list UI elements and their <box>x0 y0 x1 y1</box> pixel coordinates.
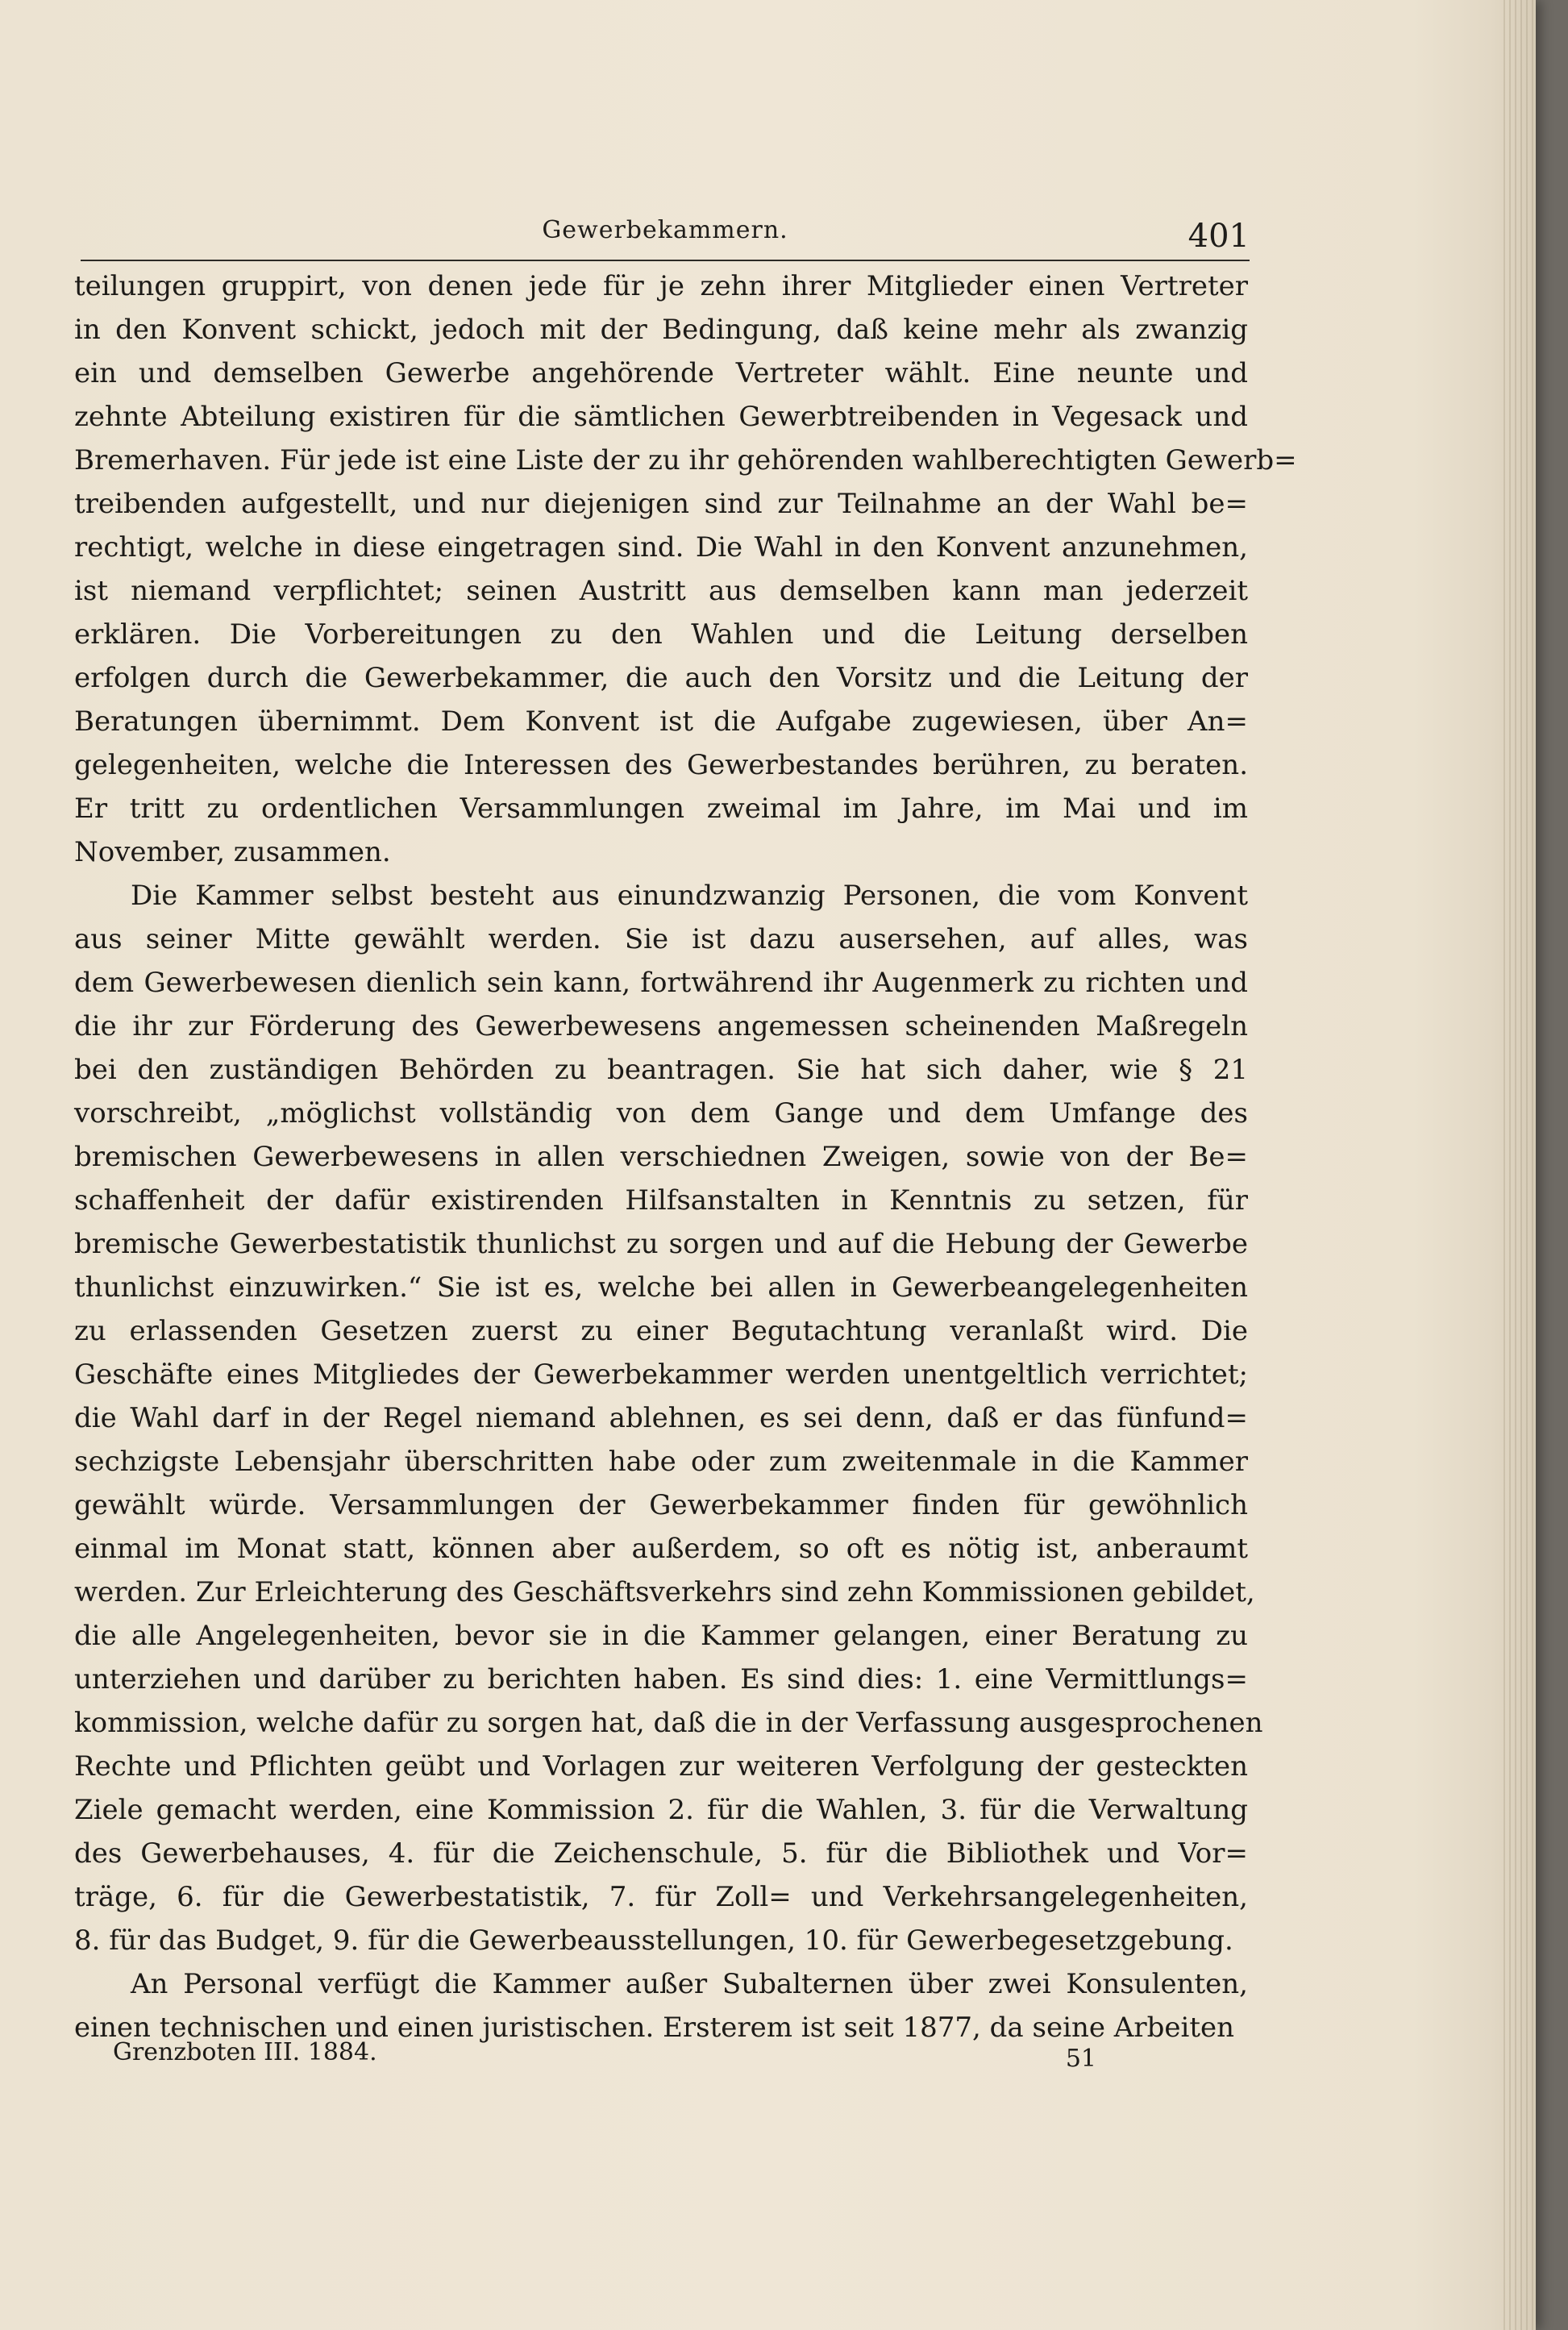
text-line: die alle Angelegenheiten, bevor sie in die Kammer gelangen, einer Beratung zu <box>74 1620 1248 1652</box>
text-line: träge, 6. für die Gewerbestatistik, 7. für Zoll= und Verkehrsangelegenheiten, <box>74 1881 1248 1913</box>
text-line: gewählt würde. Versammlungen der Gewerbekammer finden für gewöhnlich <box>74 1489 1248 1521</box>
text-line: Ziele gemacht werden, eine Kommission 2. für die Wahlen, 3. für die Verwaltung <box>74 1794 1248 1826</box>
text-line: sechzigste Lebensjahr überschritten habe oder zum zweitenmale in die Kammer <box>74 1446 1248 1478</box>
text-line: aus seiner Mitte gewählt werden. Sie ist dazu ausersehen, auf alles, was <box>74 923 1248 955</box>
text-line: Beratungen übernimmt. Dem Konvent ist die Aufgabe zugewiesen, über An= <box>74 705 1248 738</box>
text-line: ein und demselben Gewerbe angehörende Vertreter wählt. Eine neunte und <box>74 357 1248 389</box>
text-line: zehnte Abteilung existiren für die sämtlichen Gewerbtreibenden in Vegesack und <box>74 401 1248 433</box>
page-footer <box>81 2038 1096 2078</box>
text-line: Rechte und Pflichten geübt und Vorlagen zur weiteren Verfolgung der gesteckten <box>74 1750 1248 1783</box>
text-line: Geschäfte eines Mitgliedes der Gewerbekammer werden unentgeltlich verrichtet; <box>74 1358 1248 1391</box>
text-line: Die Kammer selbst besteht aus einundzwanzig Personen, die vom Konvent <box>131 880 1248 912</box>
text-line: treibenden aufgestellt, und nur diejenigen sind zur Teilnahme an der Wahl be= <box>74 488 1248 520</box>
text-line: des Gewerbehauses, 4. für die Zeichenschule, 5. für die Bibliothek und Vor= <box>74 1837 1248 1870</box>
text-line: Er tritt zu ordentlichen Versammlungen zweimal im Jahre, im Mai und im <box>74 793 1248 825</box>
text-line: 8. für das Budget, 9. für die Gewerbeausstellungen, 10. für Gewerbegesetzgebung. <box>74 1924 1233 1957</box>
text-line: teilungen gruppirt, von denen jede für je zehn ihrer Mitglieder einen Vertreter <box>74 270 1248 302</box>
text-line: thunlichst einzuwirken.“ Sie ist es, welche bei allen in Gewerbeangelegenheiten <box>74 1271 1248 1304</box>
text-line: November, zusammen. <box>74 836 391 868</box>
text-line: erfolgen durch die Gewerbekammer, die auch den Vorsitz und die Leitung der <box>74 662 1248 694</box>
text-line: schaffenheit der dafür existirenden Hilfsanstalten in Kenntnis zu setzen, für <box>74 1184 1248 1217</box>
text-line: die ihr zur Förderung des Gewerbewesens angemessen scheinenden Maßregeln <box>74 1010 1248 1042</box>
text-line: unterziehen und darüber zu berichten haben. Es sind dies: 1. eine Vermittlungs= <box>74 1663 1248 1695</box>
text-line: bremische Gewerbestatistik thunlichst zu sorgen und auf die Hebung der Gewerbe <box>74 1228 1248 1260</box>
text-line: gelegenheiten, welche die Interessen des Gewerbestandes berühren, zu beraten. <box>74 749 1248 781</box>
text-line: einmal im Monat statt, können aber außerdem, so oft es nötig ist, anberaumt <box>74 1533 1248 1565</box>
running-title: Gewerbekammern. <box>542 216 788 244</box>
text-line: zu erlassenden Gesetzen zuerst zu einer Begutachtung veranlaßt wird. Die <box>74 1315 1248 1347</box>
text-line: werden. Zur Erleichterung des Geschäftsverkehrs sind zehn Kommissionen gebildet, <box>74 1576 1255 1608</box>
journal-signature: Grenzboten III. 1884. <box>113 2038 377 2066</box>
text-line: die Wahl darf in der Regel niemand ablehnen, es sei denn, daß er das fünfund= <box>74 1402 1248 1434</box>
sheet-signature: 51 <box>1065 2045 1096 2073</box>
text-line: einen technischen und einen juristischen. Ersterem ist seit 1877, da seine Arbeiten <box>74 2012 1235 2044</box>
text-line: in den Konvent schickt, jedoch mit der Bedingung, daß keine mehr als zwanzig <box>74 314 1248 346</box>
page-number: 401 <box>1187 218 1250 255</box>
text-line: dem Gewerbewesen dienlich sein kann, fortwährend ihr Augenmerk zu richten und <box>74 967 1248 999</box>
page-header <box>81 211 1250 261</box>
text-line: Bremerhaven. Für jede ist eine Liste der zu ihr gehörenden wahlberechtigten Gewerb= <box>74 444 1297 476</box>
body-text <box>74 264 1297 2049</box>
text-line: kommission, welche dafür zu sorgen hat, daß die in der Verfassung ausgesprochenen <box>74 1707 1263 1739</box>
text-line: ist niemand verpflichtet; seinen Austritt aus demselben kann man jederzeit <box>74 575 1248 607</box>
text-line: vorschreibt, „möglichst vollständig von dem Gange und dem Umfange des <box>74 1097 1248 1130</box>
text-line: erklären. Die Vorbereitungen zu den Wahlen und die Leitung derselben <box>74 618 1248 651</box>
text-line: bei den zuständigen Behörden zu beantragen. Sie hat sich daher, wie § 21 <box>74 1054 1248 1086</box>
text-line: rechtigt, welche in diese eingetragen sind. Die Wahl in den Konvent anzunehmen, <box>74 531 1248 564</box>
text-line: An Personal verfügt die Kammer außer Subalternen über zwei Konsulenten, <box>131 1968 1248 2000</box>
text-line: bremischen Gewerbewesens in allen verschiednen Zweigen, sowie von der Be= <box>74 1141 1248 1173</box>
